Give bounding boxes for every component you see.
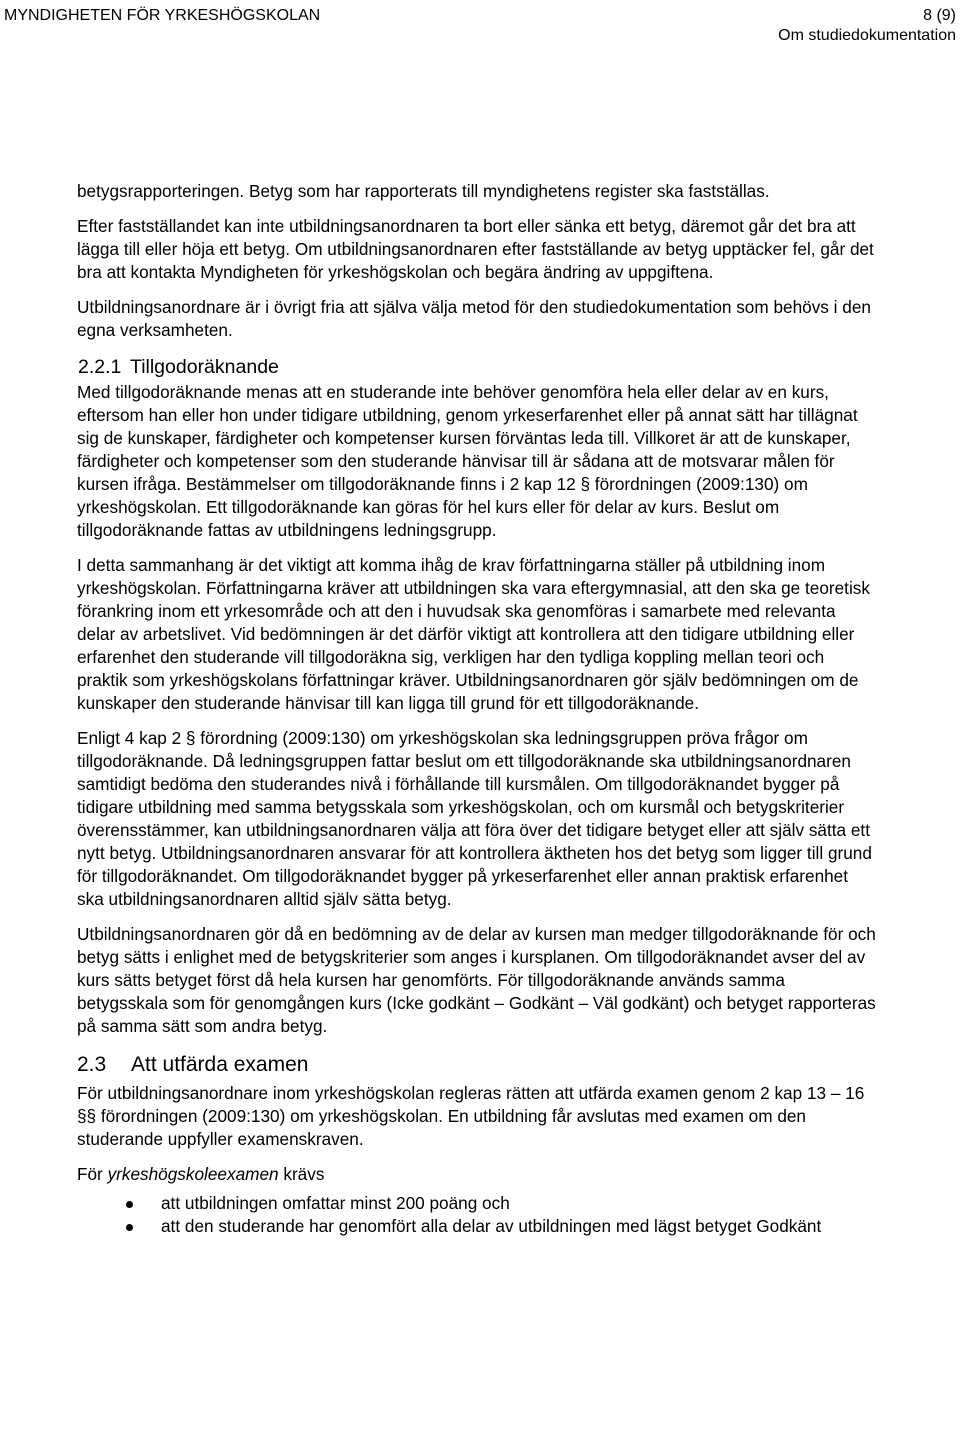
section-title: Att utfärda examen <box>131 1053 309 1076</box>
paragraph: För utbildningsanordnare inom yrkeshögskolan regleras rätten att utfärda examen genom 2 kap 13 – 16 §§ förordningen (2009:130) om yrkeshögskolan. En utbildning får avslutas med examen om den studerande uppfyller examenskraven. <box>77 1083 865 1149</box>
page-header <box>0 4 960 44</box>
paragraph: Utbildningsanordnare är i övrigt fria att själva välja metod för den studiedokumentation som behövs i den egna verksamheten. <box>77 297 871 340</box>
list-item-text: att utbildningen omfattar minst 200 poäng och <box>161 1193 510 1213</box>
list-intro-prefix: För <box>77 1164 103 1184</box>
list-intro-emphasis: yrkeshögskoleexamen <box>107 1164 279 1184</box>
section-title: Tillgodoräknande <box>130 356 279 378</box>
bullet-icon <box>126 1201 133 1208</box>
paragraph: I detta sammanhang är det viktigt att komma ihåg de krav författningarna ställer på utbildning inom yrkeshögskolan. Författningarna kräver att utbildningen ska vara eftergymnasial, att den ska ge teoretisk förankring inom ett yrkesområde och att den i huvudsak ska genomföras i samarbete med relevanta delar av arbetslivet. Vid bedömningen är det därför viktigt att kontrollera att den tidigare utbildning eller erfarenhet den studerande vill tillgodoräkna sig, verkligen har den tydliga koppling mellan teori och praktik som yrkeshögskolans författningar kräver. Utbildningsanordnaren gör själv bedömningen om de kunskaper den studerande hänvisar till kan ligga till grund för ett tillgodoräknande. <box>77 555 870 713</box>
page-number: 8 (9) <box>923 7 956 24</box>
paragraph: betygsrapporteringen. Betyg som har rapporterats till myndighetens register ska fastställas. <box>77 181 770 201</box>
section-number: 2.2.1 <box>78 356 122 378</box>
document-title: Om studiedokumentation <box>778 27 956 44</box>
section-number: 2.3 <box>77 1053 107 1076</box>
list-item-text: att den studerande har genomfört alla delar av utbildningen med lägst betyget Godkänt <box>161 1216 822 1236</box>
list-intro-suffix: krävs <box>283 1164 325 1184</box>
section-heading-2-2-1 <box>77 354 877 380</box>
list-item <box>77 1215 877 1238</box>
paragraph: Utbildningsanordnaren gör då en bedömning av de delar av kursen man medger tillgodoräknande för och betyg sätts i enlighet med de betygskriterier som anges i kursplanen. Om tillgodoräknandet avser del av kurs sätts betyget först då hela kursen har genomförts. För tillgodoräknande används samma betygsskala som för genomgången kurs (Icke godkänt – Godkänt – Väl godkänt) och betyget rapporteras på samma sätt som andra betyg. <box>77 924 876 1036</box>
section-heading-2-3 <box>77 1050 877 1080</box>
document-body <box>77 180 877 1238</box>
bullet-icon <box>126 1224 133 1231</box>
list-intro <box>77 1163 877 1186</box>
paragraph: Enligt 4 kap 2 § förordning (2009:130) om yrkeshögskolan ska ledningsgruppen pröva frågor om tillgodoräknande. Då ledningsgruppen fattar beslut om ett tillgodoräknande ska utbildningsanordnaren samtidigt bedöma den studerandes nivå i förhållande till kursmålen. Om tillgodoräknandet bygger på tidigare utbildning med samma betygsskala som yrkeshögskolan, och om kursmål och betygskriterier överensstämmer, kan utbildningsanordnaren välja att föra över det tidigare betyget eller att själv sätta ett nytt betyg. Utbildningsanordnaren ansvarar för att kontrollera äktheten hos det betyg som ligger till grund för tillgodoräknandet. Om tillgodoräknandet bygger på yrkeserfarenhet eller annan praktisk erfarenhet ska utbildningsanordnaren alltid själv sätta betyg. <box>77 728 872 909</box>
paragraph: Med tillgodoräknande menas att en studerande inte behöver genomföra hela eller delar av en kurs, eftersom han eller hon under tidigare utbildning, genom yrkeserfarenhet eller på annat sätt har tillägnat sig de kunskaper, färdigheter och kompetenser kursen förväntas leda till. Villkoret är att de kunskaper, färdigheter och kompetenser som den studerande hänvisar till är sådana att de motsvarar målen för kursen ifråga. Bestämmelser om tillgodoräknande finns i 2 kap 12 § förordningen (2009:130) om yrkeshögskolan. Ett tillgodoräknande kan göras för hel kurs eller för delar av kurs. Beslut om tillgodoräknande fattas av utbildningens ledningsgrupp. <box>77 382 858 540</box>
header-meta <box>778 6 956 46</box>
requirements-list <box>77 1192 877 1238</box>
list-item <box>77 1192 877 1215</box>
paragraph: Efter fastställandet kan inte utbildningsanordnaren ta bort eller sänka ett betyg, däremot går det bra att lägga till eller höja ett betyg. Om utbildningsanordnaren efter fastställande av betyg upptäcker fel, går det bra att kontakta Myndigheten för yrkeshögskolan och begära ändring av uppgiftena. <box>77 216 874 282</box>
header-organization: MYNDIGHETEN FÖR YRKESHÖGSKOLAN <box>4 7 321 24</box>
